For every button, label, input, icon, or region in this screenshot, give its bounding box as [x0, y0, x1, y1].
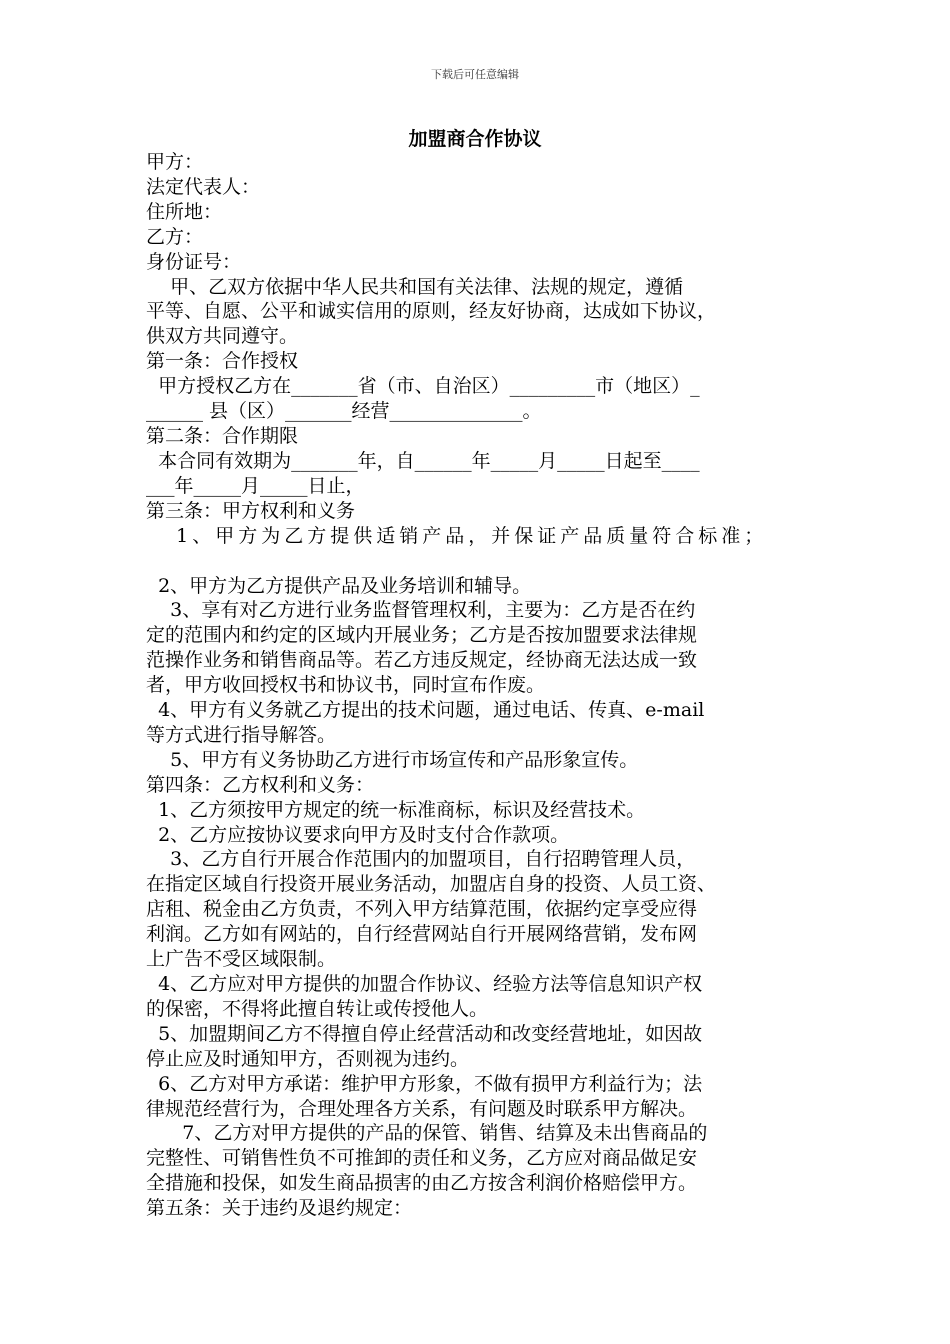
preamble-line: 供双方共同遵守。 [146, 325, 299, 348]
article-text: ______ 县（区）_______经营______________。 [146, 400, 542, 423]
article-heading: 第二条：合作期限 [146, 424, 299, 447]
clause-line: 范操作业务和销售商品等。若乙方违反规定，经协商无法达成一致 [146, 649, 698, 672]
clause-line: 3、乙方自行开展合作范围内的加盟项目，自行招聘管理人员， [146, 848, 696, 871]
clause-line: 店租、税金由乙方负责，不列入甲方结算范围，依据约定享受应得 [146, 898, 698, 921]
clause-line: 者，甲方收回授权书和协议书，同时宣布作废。 [146, 674, 546, 697]
clause-line: 上广告不受区域限制。 [146, 948, 337, 971]
clause-line: 律规范经营行为，合理处理各方关系，有问题及时联系甲方解决。 [146, 1097, 698, 1120]
blank-line [146, 549, 826, 574]
clause-line: 7、乙方对甲方提供的产品的保管、销售、结算及未出售商品的 [146, 1122, 708, 1145]
clause-line: 4、乙方应对甲方提供的加盟合作协议、经验方法等信息知识产权 [146, 973, 703, 995]
document-title: 加盟商合作协议 [408, 128, 542, 150]
clause-line: 定的范围内和约定的区域内开展业务；乙方是否按加盟要求法律规 [146, 624, 698, 647]
clause-line: 4、甲方有义务就乙方提出的技术问题，通过电话、传真、e-mail [146, 699, 705, 722]
party-b-line: 乙方： [146, 225, 204, 248]
clause-line: 等方式进行指导解答。 [146, 723, 337, 746]
clause-line: 在指定区域自行投资开展业务活动，加盟店自身的投资、人员工资、 [146, 873, 717, 896]
preamble-line: 平等、自愿、公平和诚实信用的原则，经友好协商，达成如下协议， [146, 300, 717, 323]
clause-line: 1、甲方为乙方提供适销产品，并保证产品质量符合标准； [146, 524, 768, 547]
clause-line: 的保密，不得将此擅自转让或传授他人。 [146, 997, 489, 1020]
clause-line: 全措施和投保，如发生商品损害的由乙方按含利润价格赔偿甲方。 [146, 1172, 698, 1195]
document-body [146, 150, 826, 1221]
article-heading: 第四条：乙方权利和义务： [146, 773, 375, 796]
page-header: 下载后可任意编辑 [431, 68, 519, 81]
address-line: 住所地： [146, 200, 223, 223]
article-text: ___年_____月_____日止， [146, 474, 365, 497]
clause-line: 5、甲方有义务协助乙方进行市场宣传和产品形象宣传。 [146, 748, 639, 771]
party-a-line: 甲方： [146, 151, 204, 173]
clause-line: 利润。乙方如有网站的，自行经营网站自行开展网络营销，发布网 [146, 923, 698, 946]
clause-line: 5、加盟期间乙方不得擅自停止经营活动和改变经营地址，如因故 [146, 1022, 703, 1045]
preamble-line: 甲、乙双方依据中华人民共和国有关法律、法规的规定，遵循 [146, 275, 684, 298]
article-heading: 第五条：关于违约及退约规定： [146, 1197, 413, 1220]
legal-rep-line: 法定代表人： [146, 175, 261, 198]
article-heading: 第一条：合作授权 [146, 350, 299, 373]
clause-line: 2、甲方为乙方提供产品及业务培训和辅导。 [146, 574, 532, 597]
clause-line: 6、乙方对甲方承诺：维护甲方形象，不做有损甲方利益行为；法 [146, 1072, 703, 1095]
article-heading: 第三条：甲方权利和义务 [146, 499, 356, 522]
clause-line: 1、乙方须按甲方规定的统一标准商标，标识及经营技术。 [146, 798, 646, 821]
clause-line: 2、乙方应按协议要求向甲方及时支付合作款项。 [146, 823, 570, 846]
article-text: 本合同有效期为_______年，自______年_____月_____日起至____ [146, 449, 700, 472]
clause-line: 停止应及时通知甲方，否则视为违约。 [146, 1047, 470, 1070]
clause-line: 完整性、可销售性负不可推卸的责任和义务，乙方应对商品做足安 [146, 1147, 698, 1170]
clause-line: 3、享有对乙方进行业务监督管理权利，主要为：乙方是否在约 [146, 599, 696, 622]
article-text: 甲方授权乙方在_______省（市、自治区）_________市（地区）_ [146, 375, 700, 398]
id-number-line: 身份证号： [146, 250, 242, 273]
